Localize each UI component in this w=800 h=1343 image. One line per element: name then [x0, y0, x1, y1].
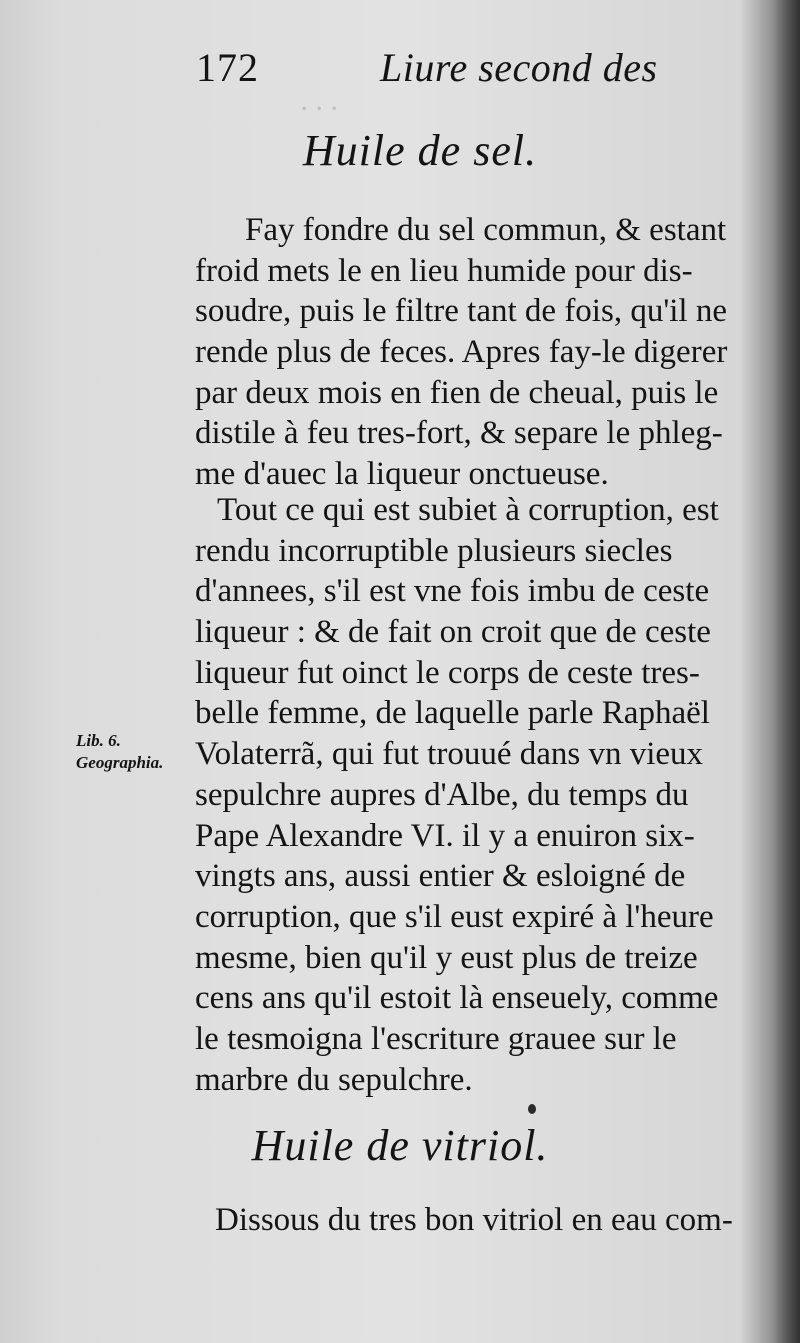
- text-line: rendu incorruptible plusieurs siecles: [195, 532, 673, 569]
- text-line: mesme, bien qu'il y eust plus de treize: [195, 939, 698, 976]
- text-line: Volaterrã, qui fut trouué dans vn vieux: [195, 736, 704, 773]
- text-line: Dissous du tres bon vitriol en eau com-: [215, 1202, 733, 1238]
- text-line: liqueur fut oinct le corps de ceste tres-: [195, 654, 700, 691]
- text-line: Fay fondre du sel commun, & estant: [245, 212, 727, 248]
- text-line: belle femme, de laquelle parle Raphaël: [195, 695, 710, 732]
- text-line: Pape Alexandre VI. il y a enuiron six-: [195, 817, 695, 854]
- running-head: Liure second des: [380, 45, 658, 90]
- text-line: liqueur : & de fait on croit que de ceste: [195, 614, 711, 651]
- text-line: soudre, puis le filtre tant de fois, qu'il ne: [195, 293, 727, 330]
- paragraph: [195, 210, 760, 495]
- paragraph: [195, 490, 760, 1100]
- section-title-huile-de-vitriol: Huile de vitriol.: [251, 1121, 549, 1170]
- text-line: le tesmoigna l'escriture grauee sur le: [195, 1020, 677, 1057]
- text-line: distile à feu tres-fort, & separe le phleg-: [195, 415, 723, 452]
- text-line: marbre du sepulchre.: [195, 1061, 473, 1098]
- text-line: vingts ans, aussi entier & esloigné de: [195, 858, 686, 895]
- page-header: [190, 40, 750, 100]
- paragraph: [195, 1200, 760, 1241]
- section-title-huile-de-sel: Huile de sel.: [302, 126, 538, 175]
- text-line: cens ans qu'il estoit là enseuely, comme: [195, 980, 719, 1017]
- text-line: rende plus de feces. Apres fay-le digerer: [195, 334, 728, 371]
- text-line: par deux mois en fien de cheual, puis le: [195, 374, 719, 411]
- marginal-note-line: Lib. 6.: [76, 731, 121, 750]
- ink-speck: [528, 1104, 536, 1114]
- marginal-note: [76, 730, 196, 774]
- page-gutter-shadow: [772, 0, 800, 1343]
- marginal-note-line: Geographia.: [76, 753, 164, 772]
- page-number: 172: [196, 45, 259, 90]
- text-line: froid mets le en lieu humide pour dis-: [195, 252, 693, 289]
- text-line: me d'auec la liqueur onctueuse.: [195, 456, 609, 493]
- text-line: Tout ce qui est subiet à corruption, est: [217, 492, 719, 528]
- text-line: sepulchre aupres d'Albe, du temps du: [195, 776, 689, 813]
- bleed-through-text: · · ·: [300, 92, 338, 125]
- text-line: d'annees, s'il est vne fois imbu de ceste: [195, 573, 710, 610]
- text-line: corruption, que s'il eust expiré à l'heure: [195, 898, 714, 935]
